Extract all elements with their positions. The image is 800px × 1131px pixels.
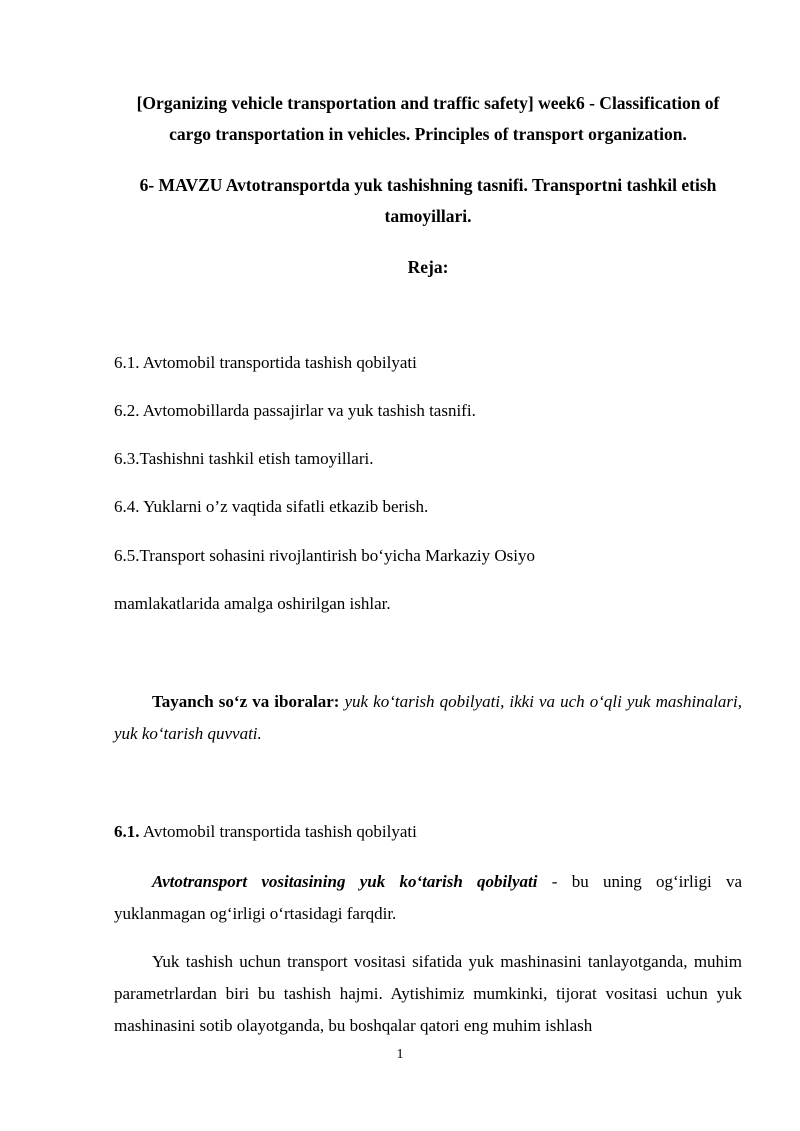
title-uzbek bbox=[100, 170, 756, 232]
title-uzbek-line-2: tamoyillari. bbox=[384, 206, 472, 226]
keywords-text: yuk ko‘tarish qobilyati, ikki va uch o‘qli yuk mashinalari, yuk ko‘tarish quvvati. bbox=[114, 692, 743, 743]
keywords-label: Tayanch so‘z va iboralar: bbox=[152, 692, 340, 711]
page-number: 1 bbox=[396, 1047, 404, 1062]
plan-item: 6.3.Tashishni tashkil etish tamoyillari. bbox=[114, 449, 374, 468]
plan-item: mamlakatlarida amalga oshirilgan ishlar. bbox=[114, 594, 391, 613]
plan-item: 6.2. Avtomobillarda passajirlar va yuk tashish tasnifi. bbox=[114, 401, 476, 420]
section-heading bbox=[114, 822, 417, 842]
plan-item: 6.1. Avtomobil transportida tashish qobilyati bbox=[114, 353, 417, 372]
section-title: Avtomobil transportida tashish qobilyati bbox=[142, 822, 417, 841]
plan-item: 6.4. Yuklarni o’z vaqtida sifatli etkazib berish. bbox=[114, 497, 429, 516]
title-english bbox=[100, 88, 756, 150]
definition-text: - bu uning og‘irligi va yuklanmagan og‘irligi o‘rtasidagi farqdir. bbox=[114, 872, 743, 923]
title-english-line-1: [Organizing vehicle transportation and traffic safety] week6 - Classification of bbox=[136, 93, 720, 113]
title-uzbek-line-1: 6- MAVZU Avtotransportda yuk tashishning tasnifi. Transportni tashkil etish bbox=[139, 175, 717, 195]
section-number: 6.1. bbox=[114, 822, 140, 841]
body-paragraph: Yuk tashish uchun transport vositasi sifatida yuk mashinasini tanlayotganda, muhim parametrlardan biri bu tashish hajmi. Aytishimiz mumkinki, tijorat vositasi uchun yuk mashinasini sotib olayotganda, bu boshqalar qatori eng muhim ishlash bbox=[114, 952, 742, 1035]
title-english-line-2: cargo transportation in vehicles. Principles of transport organization. bbox=[169, 124, 687, 144]
plan-item: 6.5.Transport sohasini rivojlantirish bo‘yicha Markaziy Osiyo bbox=[114, 546, 536, 565]
definition-paragraph bbox=[114, 866, 742, 930]
definition-term: Avtotransport vositasining yuk ko‘tarish qobilyati bbox=[152, 872, 538, 891]
plan-heading: Reja: bbox=[407, 257, 449, 277]
keywords-paragraph bbox=[114, 686, 742, 750]
